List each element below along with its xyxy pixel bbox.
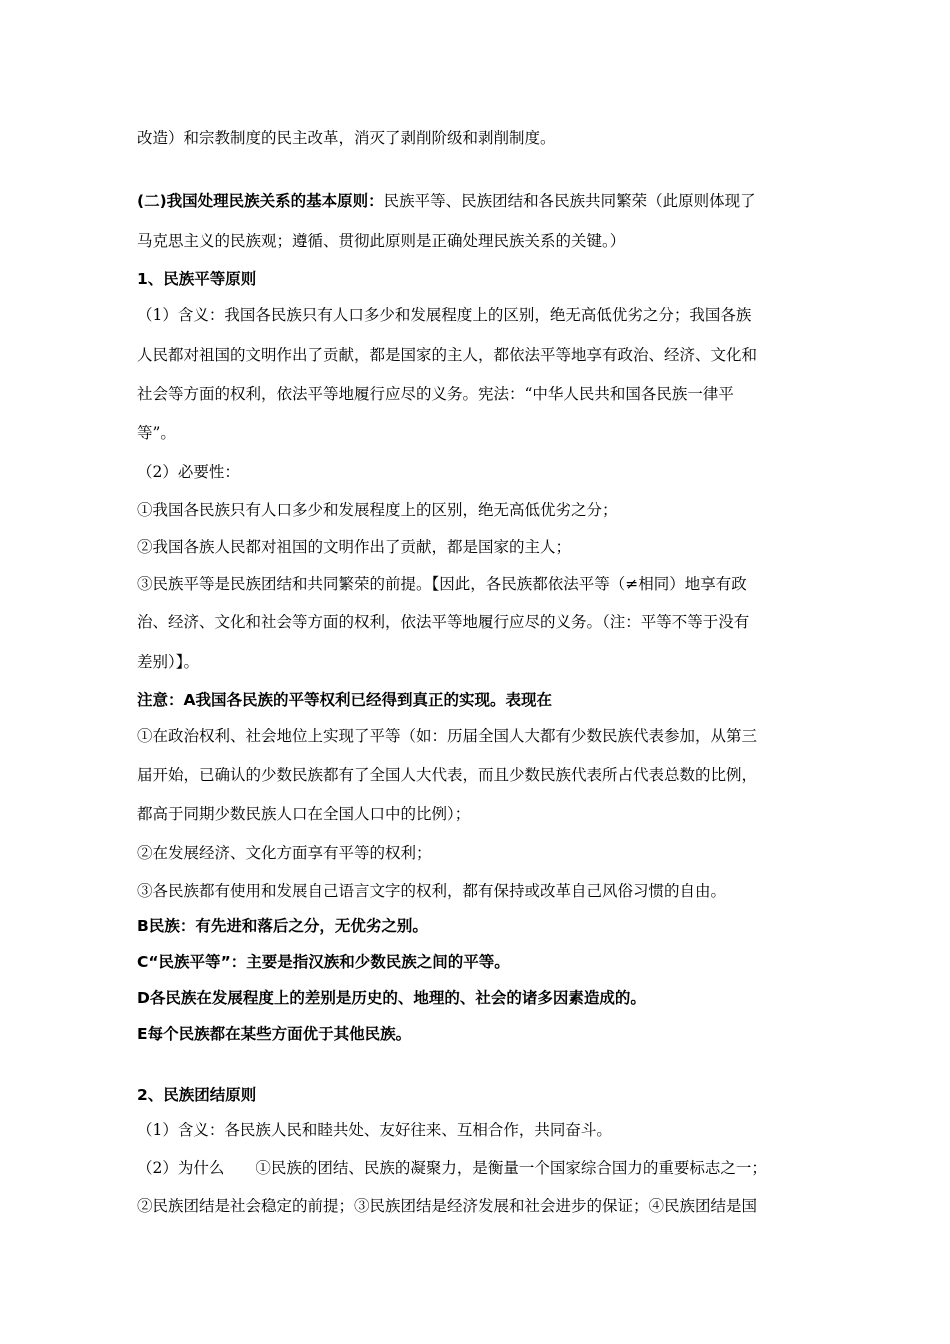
text-line: 都高于同期少数民族人口在全国人口中的比例）； <box>137 805 471 823</box>
text-line: 等”。 <box>137 424 176 442</box>
note-item-d: D各民族在发展程度上的差别是历史的、地理的、社会的诸多因素造成的。 <box>137 989 646 1007</box>
text-line: （1）含义：各民族人民和睦共处、友好往来、互相合作，共同奋斗。 <box>137 1121 612 1139</box>
text-line: 届开始，已确认的少数民族都有了全国人大代表，而且少数民族代表所占代表总数的比例， <box>137 766 758 784</box>
text-line: （2）为什么 ①民族的团结、民族的凝聚力，是衡量一个国家综合国力的重要标志之一； <box>137 1159 767 1177</box>
note-item-c: C“民族平等”：主要是指汉族和少数民族之间的平等。 <box>137 953 510 971</box>
text-line: 改造）和宗教制度的民主改革，消灭了剥削阶级和剥削制度。 <box>137 129 556 147</box>
text-line: ③民族平等是民族团结和共同繁荣的前提。【因此，各民族都依法平等（≠相同）地享有政 <box>137 575 747 593</box>
note-item-b: B民族：有先进和落后之分，无优劣之别。 <box>137 917 428 935</box>
text-line: 人民都对祖国的文明作出了贡献，都是国家的主人，都依法平等地享有政治、经济、文化和 <box>137 346 758 364</box>
text-line: 差别）】。 <box>137 653 200 671</box>
text-line: ②民族团结是社会稳定的前提；③民族团结是经济发展和社会进步的保证；④民族团结是国 <box>137 1197 758 1215</box>
note-item-e: E每个民族都在某些方面优于其他民族。 <box>137 1025 412 1043</box>
text-line: ①在政治权利、社会地位上实现了平等（如：历届全国人大都有少数民族代表参加，从第三 <box>137 727 758 745</box>
text-line: （1）含义：我国各民族只有人口多少和发展程度上的区别，绝无高低优劣之分；我国各族 <box>137 306 752 324</box>
section-heading-principles <box>137 189 756 211</box>
subsection-heading-equality: 1、民族平等原则 <box>137 270 257 288</box>
text-line: ①我国各民族只有人口多少和发展程度上的区别，绝无高低优劣之分； <box>137 501 618 519</box>
note-heading: 注意：A我国各民族的平等权利已经得到真正的实现。表现在 <box>137 691 552 709</box>
text-line: （2）必要性： <box>137 463 240 481</box>
text-line: ②在发展经济、文化方面享有平等的权利； <box>137 844 432 862</box>
text-line: 马克思主义的民族观；遵循、贯彻此原则是正确处理民族关系的关键。） <box>137 232 626 250</box>
heading-bold-label: (二)我国处理民族关系的基本原则： <box>137 192 384 210</box>
text-line: ②我国各族人民都对祖国的文明作出了贡献，都是国家的主人； <box>137 538 572 556</box>
text-line: 治、经济、文化和社会等方面的权利，依法平等地履行应尽的义务。（注：平等不等于没有 <box>137 613 750 631</box>
heading-text: 民族平等、民族团结和各民族共同繁荣（此原则体现了 <box>383 192 756 210</box>
subsection-heading-unity: 2、民族团结原则 <box>137 1086 257 1104</box>
text-line: 社会等方面的权利，依法平等地履行应尽的义务。宪法：“中华人民共和国各民族一律平 <box>137 385 734 403</box>
text-line: ③各民族都有使用和发展自己语言文字的权利，都有保持或改革自己风俗习惯的自由。 <box>137 882 727 900</box>
